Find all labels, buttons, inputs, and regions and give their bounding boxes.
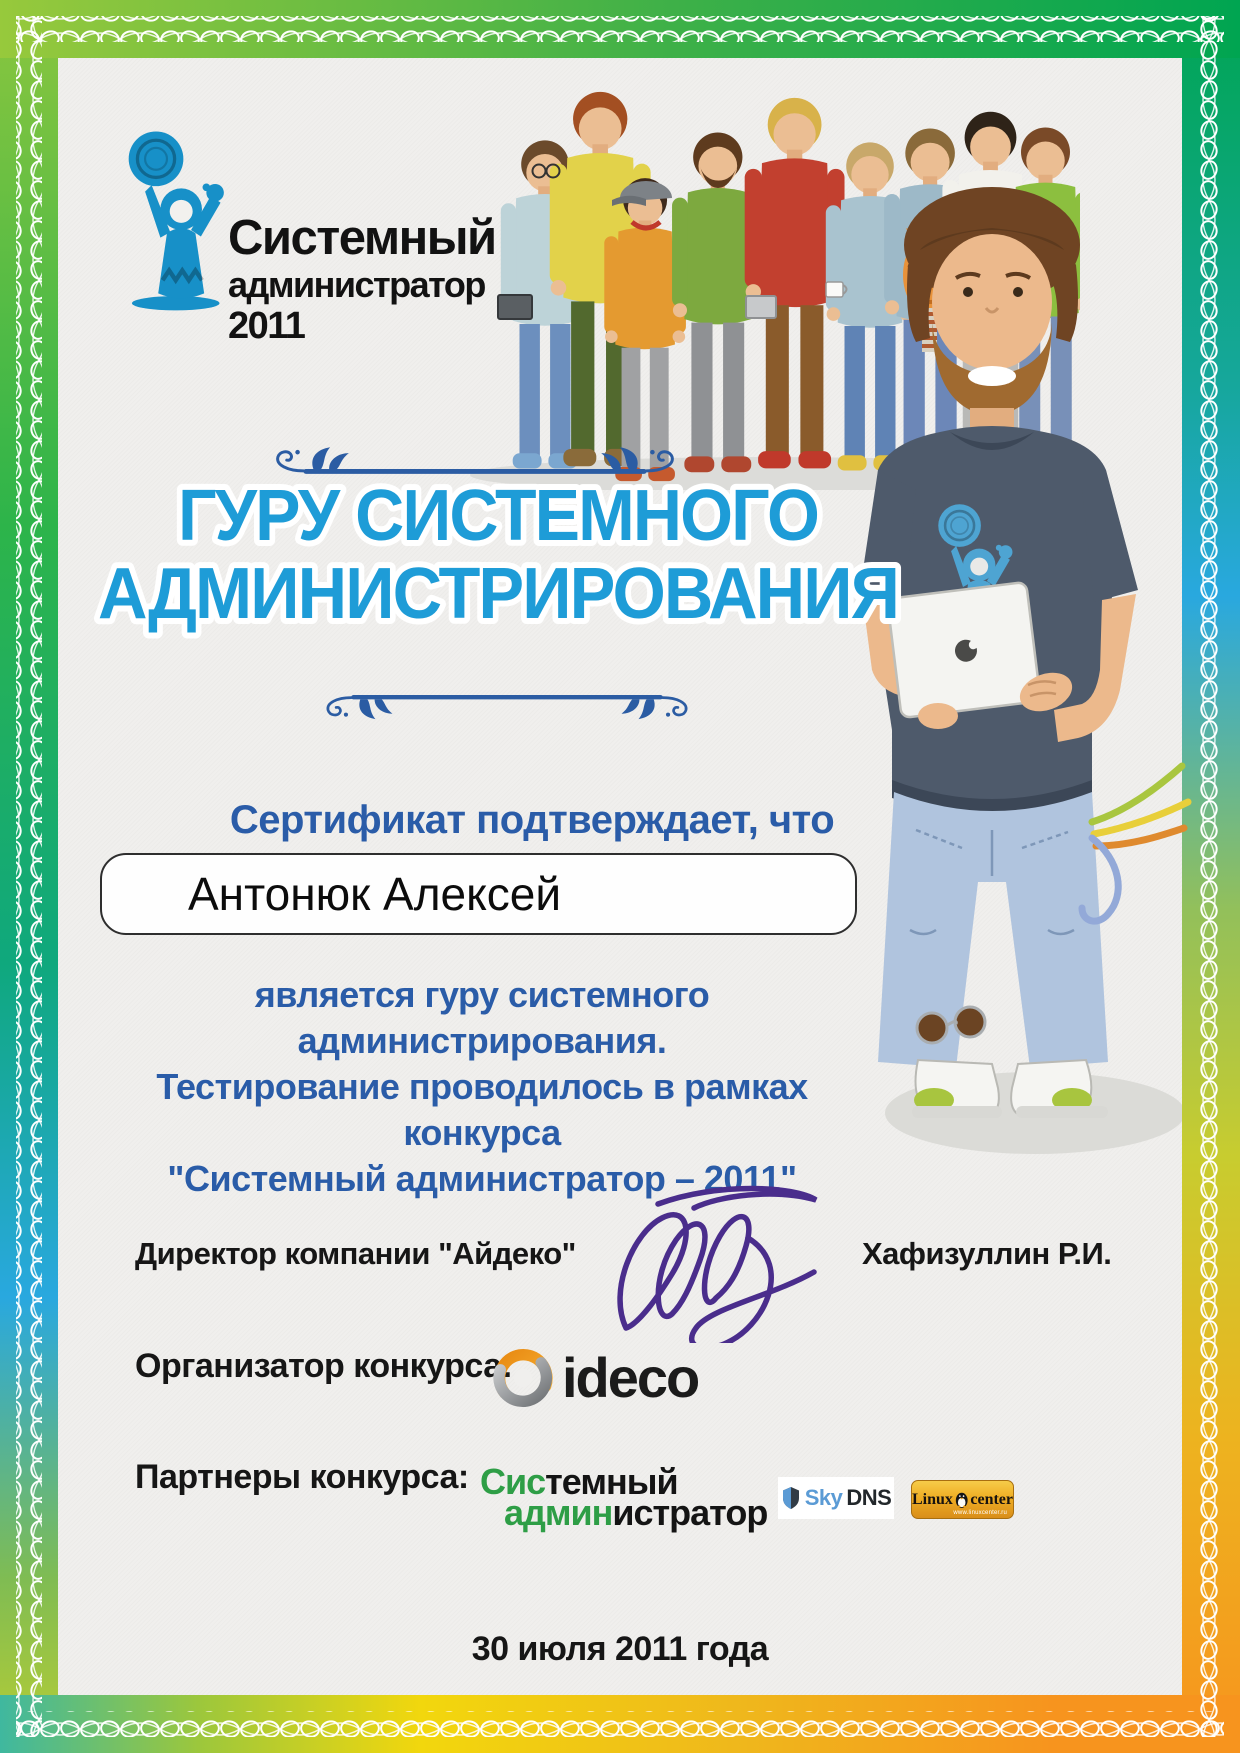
- magazine-line2-green: админ: [504, 1492, 613, 1533]
- magazine-line1-black: темный: [545, 1461, 678, 1502]
- skydns-text-sky: Sky: [804, 1485, 843, 1510]
- body-line2: Тестирование проводилось в рамках конкурса: [156, 1066, 808, 1153]
- linuxcenter-url: www.linuxcenter.ru: [953, 1510, 1007, 1516]
- certificate-intro: Сертификат подтверждает, что: [229, 798, 835, 842]
- organizer-label: Организатор конкурса:: [135, 1347, 513, 1385]
- director-name: Хафизуллин Р.И.: [862, 1236, 1112, 1271]
- body-line3: "Системный администратор – 2011": [167, 1158, 797, 1199]
- title-line2: АДМИНИСТРИРОВАНИЯ: [98, 554, 898, 634]
- logo-line2: администратор: [228, 264, 485, 305]
- sneakers: [912, 1060, 1108, 1118]
- ideco-logo-text: ideco: [562, 1346, 699, 1409]
- magazine-line1-green: Сис: [480, 1461, 546, 1502]
- recipient-name: Антонюк Алексей: [188, 868, 562, 920]
- partners-label: Партнеры конкурса:: [135, 1458, 469, 1496]
- certificate-title: [58, 468, 938, 658]
- director-role-label: Директор компании "Айдеко": [135, 1236, 576, 1271]
- certificate-date: 30 июля 2011 года: [471, 1630, 769, 1668]
- logo-line1: Системный: [228, 211, 496, 265]
- guru-illustration: [820, 170, 1200, 1150]
- flourish-divider-bottom: [316, 686, 698, 720]
- title-line1: ГУРУ СИСТЕМНОГО: [178, 476, 818, 556]
- body-line1: является гуру системного администрирования.: [254, 974, 710, 1061]
- logo-line3: 2011: [228, 305, 305, 347]
- skydns-text-dns: DNS: [846, 1485, 892, 1510]
- magazine-line2-black: истратор: [612, 1492, 768, 1533]
- linuxcenter-word2: center: [970, 1490, 1013, 1508]
- linuxcenter-word1: Linux: [912, 1490, 953, 1508]
